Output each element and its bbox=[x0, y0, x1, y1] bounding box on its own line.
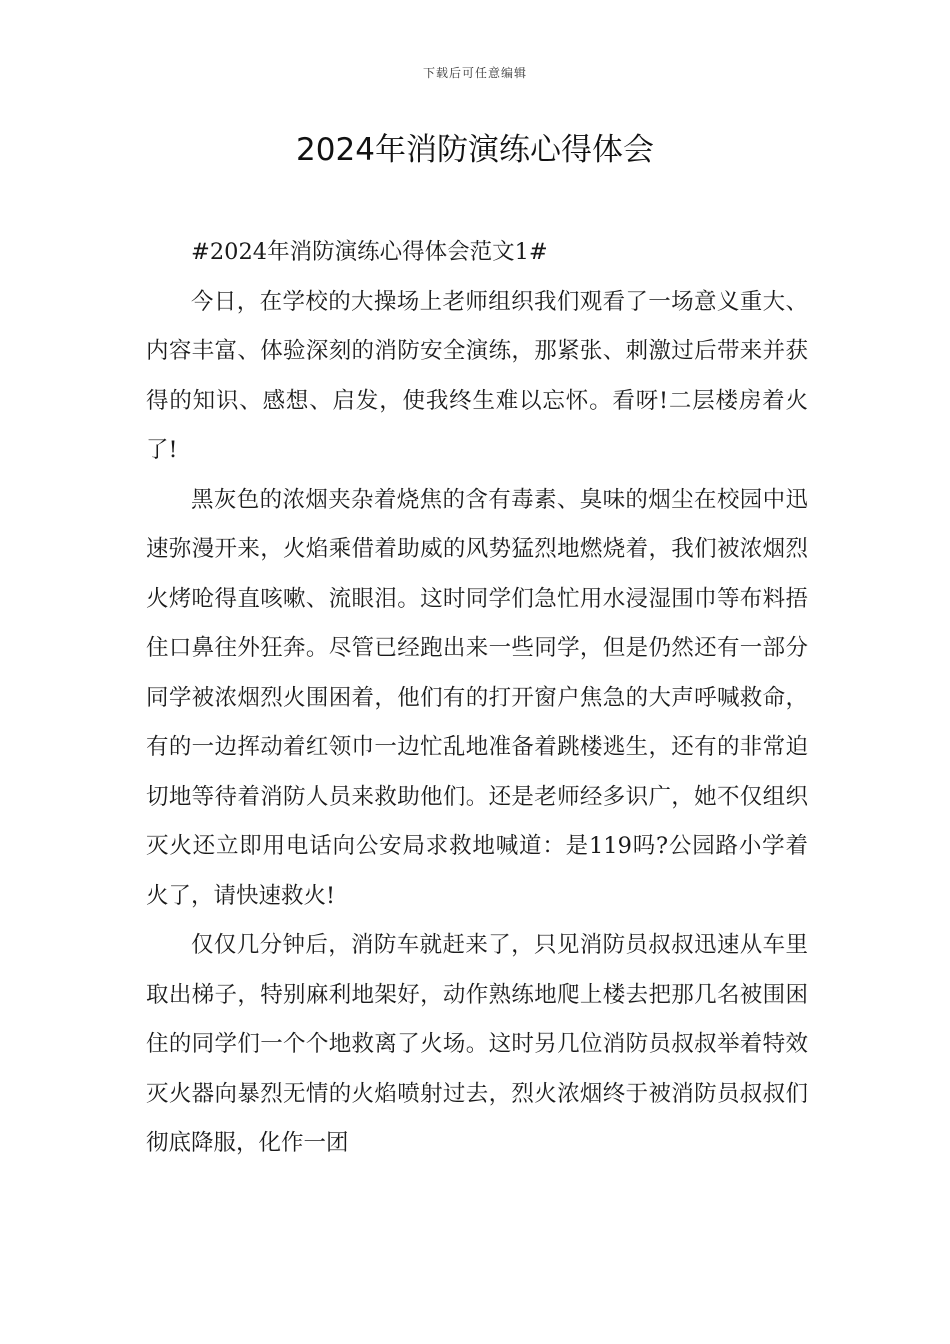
paragraph: 今日，在学校的大操场上老师组织我们观看了一场意义重大、内容丰富、体验深刻的消防安全演练，那紧张、刺激过后带来并获得的知识、感想、启发，使我终生难以忘怀。看呀!二层楼房着火了! bbox=[146, 288, 808, 463]
section-heading: #2024年消防演练心得体会范文1# bbox=[191, 239, 548, 265]
document-title: 2024年消防演练心得体会 bbox=[296, 132, 654, 168]
document-body bbox=[146, 228, 808, 1169]
paragraph: 仅仅几分钟后，消防车就赶来了，只见消防员叔叔迅速从车里取出梯子，特别麻利地架好，动作熟练地爬上楼去把那几名被围困住的同学们一个个地救离了火场。这时另几位消防员叔叔举着特效灭火器向暴烈无情的火焰喷射过去，烈火浓烟终于被消防员叔叔们彻底降服，化作一团 bbox=[146, 932, 808, 1156]
paragraph: 黑灰色的浓烟夹杂着烧焦的含有毒素、臭味的烟尘在校园中迅速弥漫开来，火焰乘借着助威的风势猛烈地燃烧着，我们被浓烟烈火烤呛得直咳嗽、流眼泪。这时同学们急忙用水浸湿围巾等布料捂住口鼻往外狂奔。尽管已经跑出来一些同学，但是仍然还有一部分同学被浓烟烈火围困着，他们有的打开窗户焦急的大声呼喊救命，有的一边挥动着红领巾一边忙乱地准备着跳楼逃生，还有的非常迫切地等待着消防人员来救助他们。还是老师经多识广，她不仅组织灭火还立即用电话向公安局求救地喊道：是119吗?公园路小学着火了，请快速救火! bbox=[146, 486, 808, 909]
header-note: 下载后可任意编辑 bbox=[422, 66, 527, 80]
